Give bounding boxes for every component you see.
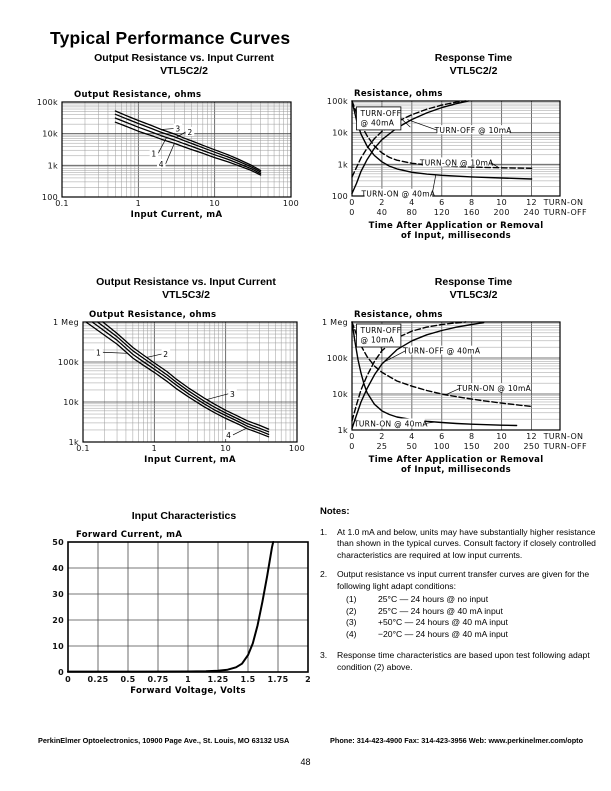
svg-text:4: 4: [226, 430, 232, 440]
page-number: 48: [300, 757, 311, 767]
svg-text:10: 10: [52, 642, 64, 651]
svg-text:2: 2: [379, 198, 385, 207]
notes-heading: Notes:: [320, 506, 350, 517]
svg-text:30: 30: [52, 590, 64, 599]
svg-text:100: 100: [433, 442, 450, 451]
title-line: Output Resistance vs. Input Current: [94, 52, 274, 64]
svg-text:100k: 100k: [326, 97, 348, 106]
adapt-conditions-list: [346, 594, 598, 640]
title-line: VTL5C3/2: [449, 289, 498, 301]
svg-text:50: 50: [52, 538, 64, 547]
svg-text:TURN-OFF: TURN-OFF: [543, 208, 587, 217]
svg-text:10: 10: [209, 199, 221, 208]
svg-text:TURN-ON: TURN-ON: [543, 198, 584, 207]
svg-text:50: 50: [406, 442, 418, 451]
svg-text:Resistance, ohms: Resistance, ohms: [354, 89, 443, 99]
svg-text:2: 2: [379, 432, 385, 441]
svg-text:Input Current, mA: Input Current, mA: [144, 455, 236, 465]
chart-output-resistance-vtl5c2: [38, 88, 330, 228]
notes-panel: [320, 506, 598, 681]
svg-text:40: 40: [52, 564, 64, 573]
svg-text:0: 0: [65, 675, 71, 684]
svg-text:Input Current, mA: Input Current, mA: [130, 210, 223, 220]
svg-text:80: 80: [406, 208, 418, 217]
svg-text:of Input, milliseconds: of Input, milliseconds: [400, 465, 512, 475]
svg-text:150: 150: [463, 442, 480, 451]
note-item-2: [320, 569, 598, 592]
svg-text:40: 40: [376, 208, 388, 217]
chart-output-resistance-vtl5c3: [52, 300, 320, 465]
svg-text:TURN-ON: TURN-ON: [543, 432, 584, 441]
note-number: 2.: [320, 569, 328, 579]
svg-text:10k: 10k: [63, 398, 79, 407]
svg-text:1.25: 1.25: [207, 675, 229, 684]
svg-text:4: 4: [409, 432, 415, 441]
svg-text:Resistance, ohms: Resistance, ohms: [354, 310, 443, 320]
svg-text:Output Resistance, ohms: Output Resistance, ohms: [74, 90, 202, 100]
svg-text:0.5: 0.5: [120, 675, 136, 684]
svg-text:12: 12: [526, 198, 537, 207]
svg-text:Forward Current, mA: Forward Current, mA: [76, 530, 183, 540]
svg-text:8: 8: [469, 432, 475, 441]
svg-text:8: 8: [469, 198, 475, 207]
title-line: VTL5C2/2: [160, 65, 208, 77]
note-text: At 1.0 mA and below, units may have substantially higher resistance than shown in the typical curves. Consult factory if closely controlled characteristics are required at low input currents.: [337, 526, 596, 560]
condition-text: +50°C — 24 hours @ 40 mA input: [378, 617, 508, 627]
svg-text:TURN-OFF: TURN-OFF: [543, 442, 587, 451]
svg-text:100: 100: [41, 193, 58, 202]
svg-text:TURN-OFF: TURN-OFF: [360, 325, 402, 335]
svg-text:100: 100: [331, 192, 348, 201]
condition-text: −20°C — 24 hours @ 40 mA input: [378, 628, 508, 639]
svg-text:Time After Application or Remo: Time After Application or Removal: [368, 221, 544, 231]
svg-text:Time After Application or Remo: Time After Application or Removal: [368, 455, 544, 465]
footer-contact: Phone: 314-423-4900 Fax: 314-423-3956 Web: www.perkinelmer.com/opto: [330, 736, 584, 745]
svg-text:1: 1: [151, 444, 158, 453]
svg-text:1k: 1k: [337, 426, 348, 435]
svg-text:0.25: 0.25: [87, 675, 109, 684]
svg-text:2: 2: [187, 127, 193, 137]
svg-text:0: 0: [349, 208, 355, 217]
svg-text:1 Meg: 1 Meg: [321, 318, 348, 327]
svg-text:200: 200: [493, 442, 510, 451]
svg-text:0: 0: [349, 198, 355, 207]
title-line: VTL5C2/2: [449, 65, 498, 77]
chart-response-time-vtl5c2: [326, 88, 611, 243]
note-number: 1.: [320, 526, 328, 537]
svg-text:1.75: 1.75: [267, 675, 289, 684]
chart-input-characteristics: [38, 522, 330, 700]
svg-text:0: 0: [349, 432, 355, 441]
svg-text:100k: 100k: [57, 358, 79, 367]
condition-number: (2): [346, 605, 357, 616]
note-text: Output resistance vs input current transfer curves are given for the following light adapt conditions:: [337, 569, 590, 591]
svg-text:240: 240: [523, 208, 540, 217]
svg-text:100k: 100k: [326, 354, 348, 363]
svg-text:20: 20: [52, 616, 64, 625]
svg-text:10: 10: [220, 444, 232, 453]
svg-text:10k: 10k: [332, 128, 348, 138]
svg-text:1: 1: [151, 149, 157, 159]
svg-text:Forward Voltage, Volts: Forward Voltage, Volts: [130, 686, 246, 696]
condition-text: 25°C — 24 hours @ no input: [378, 594, 489, 604]
footer-address: PerkinElmer Optoelectronics, 10900 Page Ave., St. Louis, MO 63132 USA: [38, 736, 290, 745]
svg-text:4: 4: [409, 198, 415, 207]
svg-text:1k: 1k: [68, 438, 79, 447]
svg-text:10: 10: [496, 198, 508, 207]
svg-text:200: 200: [493, 208, 510, 217]
svg-text:TURN-OFF @ 40mA: TURN-OFF @ 40mA: [403, 346, 481, 356]
svg-text:6: 6: [439, 198, 445, 207]
note-item-1: [320, 527, 598, 562]
svg-text:0.75: 0.75: [147, 675, 169, 684]
svg-text:100k: 100k: [36, 98, 58, 107]
svg-text:0: 0: [58, 668, 64, 677]
svg-text:@ 40mA: @ 40mA: [360, 118, 395, 128]
svg-text:TURN-OFF @ 10mA: TURN-OFF @ 10mA: [434, 126, 512, 136]
chart-response-time-vtl5c3: [321, 300, 611, 478]
svg-text:@ 10mA: @ 10mA: [360, 335, 395, 345]
svg-text:6: 6: [439, 432, 445, 441]
svg-text:4: 4: [158, 160, 164, 170]
svg-text:Output Resistance, ohms: Output Resistance, ohms: [89, 310, 217, 320]
svg-text:0.1: 0.1: [55, 199, 69, 208]
svg-text:1k: 1k: [337, 160, 348, 170]
svg-text:2: 2: [305, 675, 311, 684]
svg-text:3: 3: [230, 389, 236, 399]
condition-number: (4): [346, 628, 357, 639]
svg-text:of Input, milliseconds: of Input, milliseconds: [400, 231, 512, 241]
svg-text:TURN-ON @ 10mA: TURN-ON @ 10mA: [457, 384, 532, 394]
note-item-3: [320, 650, 598, 673]
svg-text:250: 250: [523, 442, 540, 451]
title-line: Output Resistance vs. Input Current: [96, 276, 276, 288]
chart-title-response-time-vtl5c3: [336, 276, 611, 302]
svg-text:10k: 10k: [42, 129, 58, 139]
title-line: VTL5C3/2: [162, 289, 210, 301]
svg-text:120: 120: [433, 208, 450, 217]
svg-text:10k: 10k: [332, 390, 348, 399]
svg-text:0: 0: [349, 442, 355, 451]
adapt-condition-1: [346, 594, 598, 606]
svg-text:1k: 1k: [47, 161, 58, 171]
svg-text:0.1: 0.1: [76, 444, 90, 453]
svg-text:TURN-ON @ 10mA: TURN-ON @ 10mA: [419, 158, 494, 168]
svg-text:TURN-ON @ 40mA: TURN-ON @ 40mA: [354, 419, 428, 429]
page-title: Typical Performance Curves: [50, 28, 291, 48]
svg-text:25: 25: [376, 442, 388, 451]
svg-text:100: 100: [288, 444, 306, 453]
condition-number: (3): [346, 617, 357, 627]
title-line: Response Time: [434, 276, 513, 288]
chart-title-output-resistance-vtl5c3: [52, 276, 320, 302]
svg-text:160: 160: [463, 208, 480, 217]
condition-number: (1): [346, 594, 357, 604]
svg-text:TURN-ON @ 40mA: TURN-ON @ 40mA: [361, 189, 436, 199]
adapt-condition-3: [346, 617, 598, 629]
adapt-condition-4: [346, 629, 598, 641]
chart-title-output-resistance-vtl5c2: [38, 52, 330, 78]
svg-text:12: 12: [526, 432, 537, 441]
svg-text:1 Meg: 1 Meg: [52, 318, 79, 327]
svg-text:2: 2: [163, 350, 169, 360]
chart-title-response-time-vtl5c2: [336, 52, 611, 78]
svg-text:1: 1: [185, 675, 191, 684]
title-line: Response Time: [434, 52, 513, 64]
adapt-condition-2: [346, 606, 598, 618]
svg-text:1.5: 1.5: [240, 675, 256, 684]
svg-text:TURN-OFF: TURN-OFF: [360, 108, 402, 118]
svg-text:10: 10: [496, 432, 508, 441]
title-line: Input Characteristics: [131, 510, 237, 522]
svg-text:1: 1: [135, 199, 142, 208]
svg-text:3: 3: [175, 124, 181, 134]
condition-text: 25°C — 24 hours @ 40 mA input: [378, 605, 503, 616]
svg-text:100: 100: [282, 199, 300, 208]
svg-text:1: 1: [95, 348, 102, 358]
note-number: 3.: [320, 650, 328, 660]
note-text: Response time characteristics are based upon test following adapt condition (2) above.: [337, 650, 590, 672]
